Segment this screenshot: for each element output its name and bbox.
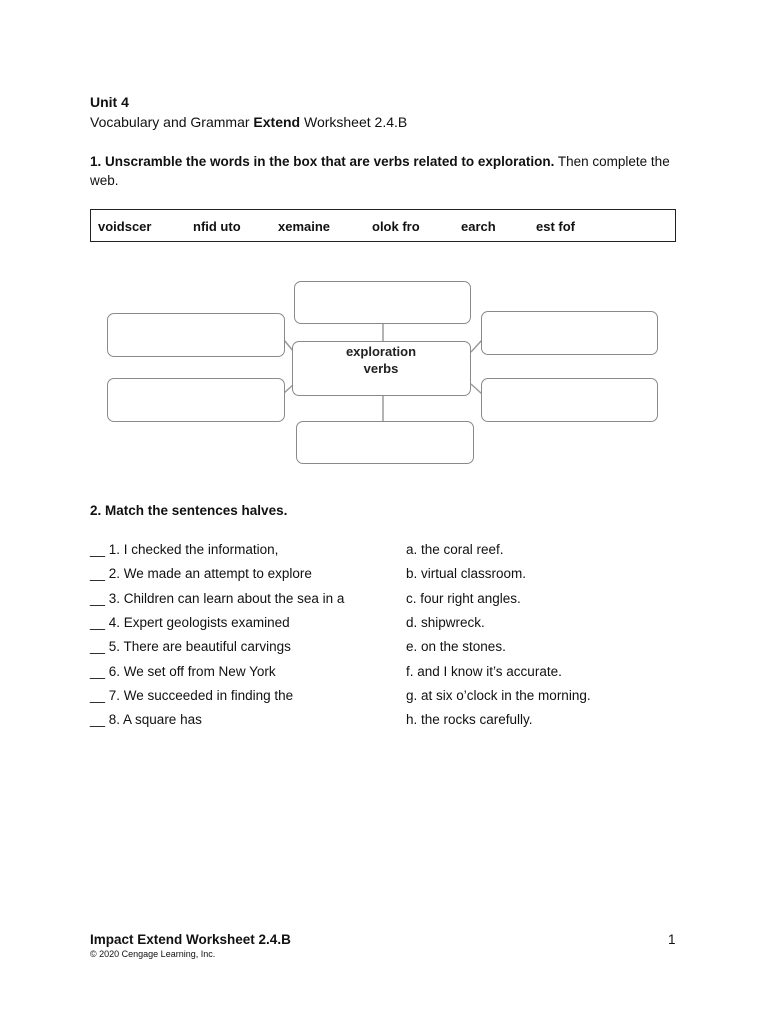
match-right-item: f. and I know it’s accurate. [406, 664, 562, 679]
match-left-item: __ 1. I checked the information, [90, 542, 279, 557]
page-number: 1 [668, 932, 676, 947]
match-right-item: e. on the stones. [406, 639, 506, 654]
instruction-rest: Then complete the web. [90, 154, 670, 188]
match-right-item: a. the coral reef. [406, 542, 504, 557]
web-answer-box-upper-left[interactable] [107, 313, 285, 357]
exercise-2-title: 2. Match the sentences halves. [90, 503, 288, 518]
match-right-item: c. four right angles. [406, 591, 521, 606]
subtitle-suffix: Worksheet 2.4.B [300, 114, 408, 130]
web-answer-box-lower-right[interactable] [481, 378, 658, 422]
footer-title: Impact Extend Worksheet 2.4.B [90, 932, 291, 947]
scrambled-word: est fof [536, 219, 575, 234]
scrambled-word: xemaine [278, 219, 331, 234]
match-left-item: __ 6. We set off from New York [90, 664, 276, 679]
match-right-item: g. at six o’clock in the morning. [406, 688, 591, 703]
match-left-item: __ 8. A square has [90, 712, 202, 727]
web-center-label [292, 343, 470, 377]
match-left-item: __ 5. There are beautiful carvings [90, 639, 291, 654]
web-answer-box-top[interactable] [294, 281, 471, 324]
unit-title: Unit 4 [90, 94, 129, 110]
web-answer-box-bottom[interactable] [296, 421, 474, 464]
match-left-item: __ 3. Children can learn about the sea in a [90, 591, 345, 606]
web-center-line-2: verbs [363, 361, 399, 376]
match-right-item: d. shipwreck. [406, 615, 485, 630]
match-right-item: b. virtual classroom. [406, 566, 527, 581]
scrambled-word: voidscer [98, 219, 152, 234]
scrambled-word: nfid uto [193, 219, 241, 234]
subtitle-emphasis: Extend [253, 114, 301, 130]
web-answer-box-upper-right[interactable] [481, 311, 658, 355]
match-left-item: __ 2. We made an attempt to explore [90, 566, 312, 581]
match-left-item: __ 7. We succeeded in finding the [90, 688, 294, 703]
match-right-item: h. the rocks carefully. [406, 712, 533, 727]
instruction-bold: 1. Unscramble the words in the box that are verbs related to exploration. [90, 154, 555, 169]
web-answer-box-lower-left[interactable] [107, 378, 285, 422]
match-left-item: __ 4. Expert geologists examined [90, 615, 290, 630]
scrambled-word: earch [461, 219, 496, 234]
web-center-line-1: exploration [345, 344, 417, 359]
footer-copyright: © 2020 Cengage Learning, Inc. [90, 949, 216, 959]
subtitle-prefix: Vocabulary and Grammar [90, 114, 254, 130]
scrambled-word: olok fro [372, 219, 420, 234]
